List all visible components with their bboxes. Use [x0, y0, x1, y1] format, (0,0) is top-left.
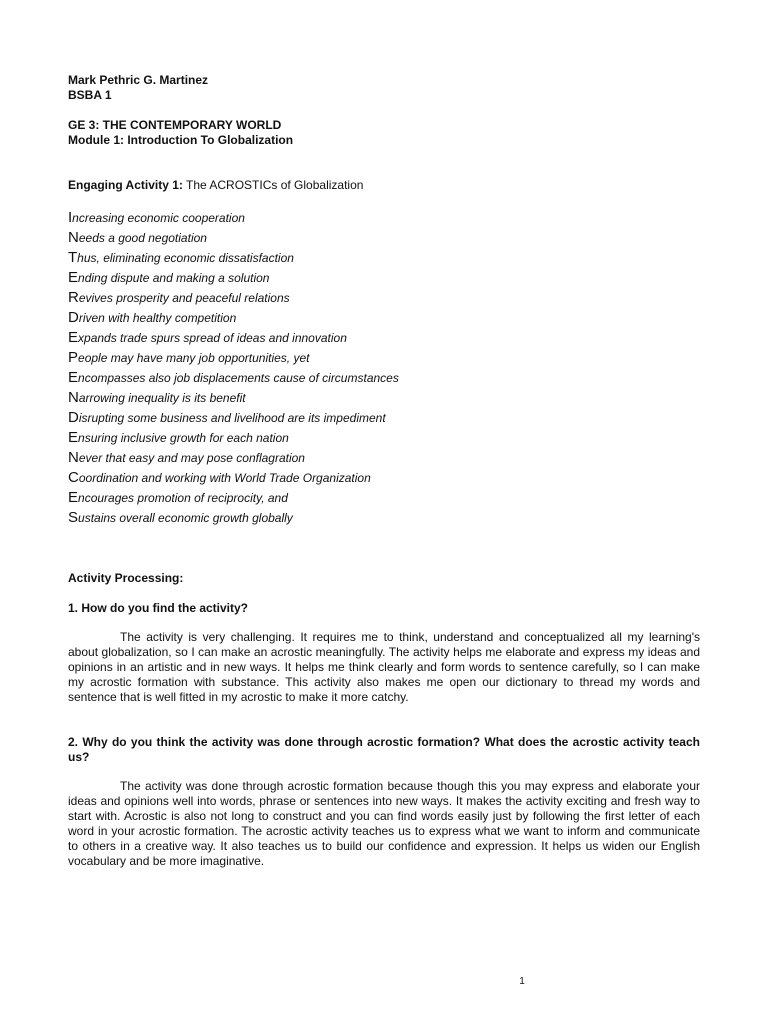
- acrostic-text: hus, eliminating economic dissatisfaction: [77, 251, 294, 265]
- acrostic-line: [68, 228, 700, 248]
- activity-label: Engaging Activity 1:: [68, 178, 183, 192]
- acrostic-letter: R: [68, 289, 79, 306]
- acrostic-text: eeds a good negotiation: [78, 231, 207, 245]
- acrostic-text: ncourages promotion of reciprocity, and: [78, 491, 288, 505]
- acrostic-letter: N: [68, 389, 79, 406]
- answer-1: [68, 630, 700, 705]
- acrostic-text: ncompasses also job displacements cause of circumstances: [78, 371, 399, 385]
- question-2-text: 2. Why do you think the activity was done through acrostic formation? What does the acrostic activity teach us?: [68, 735, 700, 764]
- acrostic-line: [68, 488, 700, 508]
- activity-title: The ACROSTICs of Globalization: [186, 178, 364, 192]
- acrostic-line: [68, 448, 700, 468]
- acrostic-text: riven with healthy competition: [78, 311, 237, 325]
- acrostic-text: isrupting some business and livelihood are its impediment: [78, 411, 386, 425]
- acrostic-letter: S: [68, 509, 79, 526]
- course-header: [68, 118, 700, 148]
- processing-heading: Activity Processing:: [68, 571, 184, 585]
- acrostic-letter: N: [68, 229, 79, 246]
- acrostic-text: eople may have many job opportunities, yet: [78, 351, 310, 365]
- answer-2-text: The activity was done through acrostic formation because though this you may express and elaborate your ideas and opinions well into words, phrase or sentences into new ways. It makes the activity exciting and fresh way to start with. Acrostic is also not long to construct and you can find words easily just by following the first letter of each word in your acrostic formation. The acrostic activity teaches us to express what we want to inform and communicate to others in a creative way. It also teaches us to build our confidence and expression. It helps us widen our English vocabulary and be more imaginative.: [68, 779, 700, 868]
- student-name: Mark Pethric G. Martinez: [68, 73, 209, 87]
- acrostic-letter: E: [68, 369, 79, 386]
- acrostic-letter: E: [68, 269, 79, 286]
- acrostic-line: [68, 408, 700, 428]
- acrostic-line: [68, 508, 700, 528]
- acrostic-line: [68, 268, 700, 288]
- acrostic-text: xpands trade spurs spread of ideas and innovation: [78, 331, 347, 345]
- module-title: Module 1: Introduction To Globalization: [68, 133, 294, 147]
- answer-1-text: The activity is very challenging. It requires me to think, understand and conceptualized all my learning's about globalization, so I can make an acrostic meaningfully. The activity helps me elaborate and express my ideas and opinions in an artistic and in new ways. It helps me think clearly and form words to sentence carefully, so I can make my acrostic formation with substance. This activity also makes me open our dictionary to thread my words and sentence that is well fitted in my acrostic to make it more catchy.: [68, 630, 700, 704]
- answer-2: [68, 779, 700, 869]
- acrostic-line: [68, 468, 700, 488]
- acrostic-letter: E: [68, 429, 79, 446]
- course-title: GE 3: THE CONTEMPORARY WORLD: [68, 118, 282, 132]
- student-header: [68, 73, 700, 103]
- acrostic-letter: I: [68, 209, 73, 226]
- acrostic-text: nding dispute and making a solution: [78, 271, 270, 285]
- acrostic-line: [68, 248, 700, 268]
- acrostic-letter: C: [68, 469, 79, 486]
- acrostic-text: ever that easy and may pose conflagration: [78, 451, 305, 465]
- acrostic-line: [68, 288, 700, 308]
- question-2: [68, 735, 700, 765]
- question-1: [68, 601, 700, 616]
- acrostic-letter: D: [68, 309, 79, 326]
- acrostic-line: [68, 328, 700, 348]
- acrostic-line: [68, 308, 700, 328]
- acrostic-line: [68, 208, 700, 228]
- acrostic-line: [68, 368, 700, 388]
- acrostic-text: ustains overall economic growth globally: [78, 511, 293, 525]
- student-program: BSBA 1: [68, 88, 112, 102]
- question-1-text: 1. How do you find the activity?: [68, 601, 249, 615]
- acrostic-text: oordination and working with World Trade Organization: [78, 471, 371, 485]
- acrostic-line: [68, 428, 700, 448]
- acrostic-list: [68, 208, 700, 528]
- acrostic-letter: N: [68, 449, 79, 466]
- acrostic-letter: D: [68, 409, 79, 426]
- acrostic-line: [68, 388, 700, 408]
- acrostic-letter: T: [68, 249, 78, 266]
- activity-heading: [68, 178, 700, 193]
- acrostic-letter: E: [68, 489, 79, 506]
- acrostic-line: [68, 348, 700, 368]
- acrostic-text: evives prosperity and peaceful relations: [78, 291, 290, 305]
- acrostic-letter: E: [68, 329, 79, 346]
- acrostic-letter: P: [68, 349, 79, 366]
- acrostic-text: arrowing inequality is its benefit: [78, 391, 246, 405]
- acrostic-text: nsuring inclusive growth for each nation: [78, 431, 289, 445]
- page-number: 1: [519, 976, 525, 987]
- acrostic-text: ncreasing economic cooperation: [72, 211, 245, 225]
